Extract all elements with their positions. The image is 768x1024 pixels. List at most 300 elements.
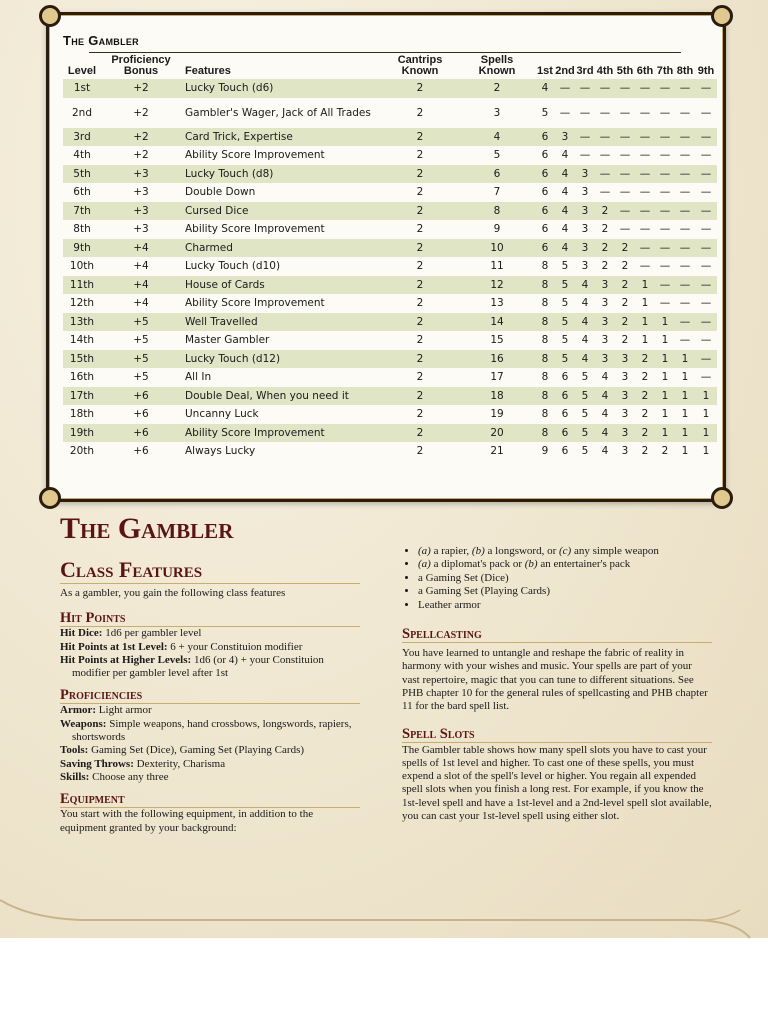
level-cell: 1st — [63, 79, 101, 98]
spell-slot-cell: 2 — [621, 297, 629, 310]
spell-slot-cell: — — [675, 128, 695, 147]
table-row — [63, 257, 717, 276]
spellcasting-heading: Spellcasting — [402, 626, 712, 643]
spell-slot-cell: — — [695, 165, 717, 184]
spell-slot-cell: — — [659, 260, 671, 273]
spell-slot-cell: 3 — [555, 128, 575, 147]
spell-slot-cell: — — [639, 186, 651, 199]
spell-slot-cell: — — [595, 79, 615, 98]
spell-slot-cell: 6 — [541, 223, 549, 236]
spell-slot-cell: 5 — [541, 106, 549, 119]
spell-slot-cell: 3 — [621, 408, 629, 421]
header-slot-6th: 6th — [636, 65, 654, 77]
spell-slot-cell: — — [675, 276, 695, 295]
spell-slot-cell: — — [695, 239, 717, 258]
feature-cell: All In — [185, 371, 212, 384]
spell-slot-cell: 3 — [575, 202, 595, 221]
spell-slot-cell: 5 — [581, 371, 589, 384]
header-proficiency: Proficiency Bonus — [111, 54, 171, 77]
spell-slot-cell: 8 — [541, 260, 549, 273]
level-cell: 17th — [63, 387, 101, 406]
header-cantrips: Cantrips Known — [397, 54, 443, 77]
spell-slot-cell: — — [619, 186, 631, 199]
spell-slot-cell: 3 — [595, 313, 615, 332]
weapons-line: Weapons: Simple weapons, hand crossbows, longswords, rapiers, shortswords — [60, 717, 352, 744]
table-row — [63, 331, 717, 350]
spell-slot-cell: 4 — [575, 350, 595, 369]
table-row — [63, 424, 717, 443]
spell-slot-cell: 8 — [535, 276, 555, 295]
spell-slot-cell: 8 — [541, 408, 549, 421]
spell-slots-text: The Gambler table shows how many spell slots you have to cast your spells of 1st level and higher. To cast one of these spells, you must expend a slot of the spell's level or higher. You regain all expended spell slots when you finish a long rest. For example, if you know the 1st-level spell and have a 1st-level and a 2nd-level spell slot available, you can cast your 1st-level spell using either slot. — [402, 743, 712, 822]
spell-slot-cell: — — [675, 202, 695, 221]
spell-slot-cell: 6 — [555, 424, 575, 443]
spell-slot-cell: 5 — [581, 445, 589, 458]
table-row — [63, 79, 717, 98]
spell-slot-cell: — — [679, 223, 691, 236]
spells-known-cell: 19 — [490, 408, 504, 421]
level-cell: 9th — [63, 239, 101, 258]
spell-slot-cell: 4 — [581, 334, 589, 347]
proficiency-cell: +6 — [133, 408, 149, 421]
spell-slot-cell: 6 — [555, 387, 575, 406]
spell-slot-cell: — — [599, 106, 611, 119]
spell-slot-cell: 3 — [595, 350, 615, 369]
feature-cell: House of Cards — [181, 276, 381, 295]
header-slot-1st: 1st — [537, 65, 553, 77]
cantrips-cell: 2 — [416, 149, 424, 162]
spell-slot-cell: 6 — [535, 165, 555, 184]
spell-slot-cell: 1 — [641, 334, 649, 347]
proficiency-cell: +2 — [101, 128, 181, 147]
spells-known-cell: 10 — [459, 239, 535, 258]
spell-slot-cell: 6 — [561, 408, 569, 421]
spell-slot-cell: 3 — [615, 424, 635, 443]
spells-known-cell: 6 — [459, 165, 535, 184]
proficiency-cell: +2 — [133, 149, 149, 162]
spell-slot-cell: — — [679, 260, 691, 273]
spell-slot-cell: — — [655, 202, 675, 221]
spells-known-cell: 8 — [459, 202, 535, 221]
spells-known-cell: 20 — [459, 424, 535, 443]
spell-slot-cell: 1 — [635, 276, 655, 295]
level-cell: 18th — [69, 408, 95, 421]
frame-corner-ornament — [711, 5, 733, 27]
feature-cell: Gambler's Wager, Jack of All Trades — [185, 106, 371, 119]
spell-slot-cell: — — [655, 128, 675, 147]
cantrips-cell: 2 — [381, 313, 459, 332]
spells-known-cell: 7 — [493, 186, 501, 199]
proficiency-cell: +2 — [101, 79, 181, 98]
spell-slot-cell: 2 — [595, 239, 615, 258]
spell-slot-cell: 4 — [561, 186, 569, 199]
spells-known-cell: 16 — [459, 350, 535, 369]
frame-corner-ornament — [39, 5, 61, 27]
feature-cell: Ability Score Improvement — [185, 223, 325, 236]
spell-slot-cell: — — [695, 202, 717, 221]
level-cell: 6th — [73, 186, 91, 199]
spell-slot-cell: 8 — [535, 424, 555, 443]
spell-slot-cell: 6 — [541, 149, 549, 162]
spell-slot-cell: 4 — [601, 445, 609, 458]
spell-slot-cell: 3 — [615, 350, 635, 369]
spell-slot-cell: 3 — [575, 165, 595, 184]
table-row — [63, 350, 717, 369]
hit-points-heading: Hit Points — [60, 610, 360, 627]
cantrips-cell: 2 — [416, 260, 424, 273]
level-cell: 3rd — [63, 128, 101, 147]
feature-cell: Charmed — [181, 239, 381, 258]
spell-slot-cell: — — [639, 149, 651, 162]
spells-known-cell: 21 — [490, 445, 504, 458]
proficiency-cell: +3 — [133, 223, 149, 236]
spells-known-cell: 9 — [493, 223, 501, 236]
feature-cell: Lucky Touch (d6) — [181, 79, 381, 98]
spell-slot-cell: — — [635, 239, 655, 258]
spell-slot-cell: — — [599, 186, 611, 199]
spell-slot-cell: 4 — [601, 408, 609, 421]
armor-line: Armor: Light armor — [60, 704, 152, 717]
table-row — [63, 183, 717, 202]
table-row — [63, 146, 717, 165]
table-row — [63, 405, 717, 424]
spell-slot-cell: 5 — [575, 387, 595, 406]
feature-cell: Card Trick, Expertise — [181, 128, 381, 147]
cantrips-cell: 2 — [381, 239, 459, 258]
spell-slot-cell: — — [575, 79, 595, 98]
gambler-progression-table — [63, 55, 717, 461]
right-column — [402, 545, 712, 823]
spell-slot-cell: 1 — [655, 387, 675, 406]
spell-slot-cell: 3 — [595, 276, 615, 295]
list-item: • Leather armor — [418, 599, 712, 612]
spell-slot-cell: — — [615, 202, 635, 221]
spell-slot-cell: 2 — [615, 239, 635, 258]
left-column — [60, 512, 360, 835]
spell-slot-cell: 4 — [555, 239, 575, 258]
page-border-flourish — [0, 880, 768, 940]
level-cell: 8th — [73, 223, 91, 236]
feature-cell: Lucky Touch (d10) — [185, 260, 281, 273]
spells-known-cell: 14 — [459, 313, 535, 332]
spell-slot-cell: 3 — [621, 445, 629, 458]
page-title: The Gambler — [60, 512, 234, 545]
title-divider — [89, 52, 681, 53]
feature-cell: Well Travelled — [181, 313, 381, 332]
spell-slot-cell: 4 — [555, 165, 575, 184]
spell-slot-cell: 1 — [702, 408, 710, 421]
list-item: • (a) a diplomat's pack or (b) an entertainer's pack — [418, 558, 712, 571]
cantrips-cell: 2 — [381, 79, 459, 98]
spell-slot-cell: — — [639, 106, 651, 119]
spell-slot-cell: 2 — [601, 223, 609, 236]
list-item: • a Gaming Set (Playing Cards) — [418, 585, 712, 598]
spell-slot-cell: 2 — [641, 445, 649, 458]
spell-slot-cell: 9 — [541, 445, 549, 458]
spell-slot-cell: 5 — [561, 334, 569, 347]
spell-slot-cell: — — [655, 79, 675, 98]
spell-slot-cell: 3 — [581, 260, 589, 273]
list-item: • (a) a rapier, (b) a longsword, or (c) any simple weapon — [418, 545, 712, 558]
spell-slot-cell: 1 — [675, 350, 695, 369]
level-cell: 7th — [63, 202, 101, 221]
header-slot-5th: 5th — [616, 65, 634, 77]
spell-slots-heading: Spell Slots — [402, 726, 712, 743]
spell-slot-cell: 2 — [621, 334, 629, 347]
spell-slot-cell: — — [679, 297, 691, 310]
cantrips-cell: 2 — [416, 334, 424, 347]
feature-cell: Master Gambler — [185, 334, 270, 347]
header-slot-3rd: 3rd — [576, 65, 594, 77]
spell-slot-cell: 2 — [635, 350, 655, 369]
table-row — [63, 220, 717, 239]
spell-slot-cell: — — [555, 79, 575, 98]
spell-slot-cell: 2 — [641, 371, 649, 384]
feature-cell: Uncanny Luck — [185, 408, 259, 421]
spell-slot-cell: 1 — [661, 334, 669, 347]
spell-slot-cell: — — [695, 128, 717, 147]
spell-slot-cell: 1 — [695, 387, 717, 406]
spell-slot-cell: 2 — [661, 445, 669, 458]
spell-slot-cell: 2 — [615, 276, 635, 295]
spells-known-cell: 11 — [490, 260, 504, 273]
level-cell: 16th — [69, 371, 95, 384]
spells-known-cell: 3 — [493, 106, 501, 119]
level-cell: 12th — [69, 297, 95, 310]
spell-slot-cell: 4 — [575, 276, 595, 295]
saving-throws-line: Saving Throws: Dexterity, Charisma — [60, 757, 226, 770]
table-row — [63, 128, 717, 147]
level-cell: 2nd — [71, 106, 92, 119]
header-level: Level — [67, 65, 97, 77]
table-row — [63, 165, 717, 184]
class-features-heading: Class Features — [60, 558, 360, 584]
spell-slot-cell: — — [695, 79, 717, 98]
spell-slot-cell: — — [679, 106, 691, 119]
spell-slot-cell: — — [635, 79, 655, 98]
spell-slot-cell: 1 — [695, 424, 717, 443]
spell-slot-cell: 8 — [541, 334, 549, 347]
spell-slot-cell: 6 — [535, 128, 555, 147]
spell-slot-cell: — — [700, 297, 712, 310]
spell-slot-cell: 6 — [561, 371, 569, 384]
table-row — [63, 239, 717, 258]
header-slot-4th: 4th — [596, 65, 614, 77]
proficiency-cell: +5 — [101, 350, 181, 369]
proficiency-cell: +6 — [101, 424, 181, 443]
spell-slot-cell: 2 — [641, 408, 649, 421]
table-row — [63, 276, 717, 295]
spell-slot-cell: 5 — [555, 276, 575, 295]
spell-slot-cell: — — [559, 106, 571, 119]
header-slot-9th: 9th — [697, 65, 715, 77]
spell-slot-cell: — — [700, 106, 712, 119]
spell-slot-cell: — — [635, 165, 655, 184]
spells-known-cell: 17 — [490, 371, 504, 384]
spell-slot-cell: — — [619, 106, 631, 119]
level-cell: 5th — [63, 165, 101, 184]
spell-slot-cell: 4 — [561, 149, 569, 162]
level-cell: 20th — [69, 445, 95, 458]
feature-cell: Always Lucky — [185, 445, 256, 458]
spell-slot-cell: 3 — [581, 223, 589, 236]
spell-slot-cell: — — [675, 165, 695, 184]
spell-slot-cell: — — [695, 313, 717, 332]
feature-cell: Ability Score Improvement — [185, 297, 325, 310]
spell-slot-cell: 1 — [661, 408, 669, 421]
spell-slot-cell: 2 — [635, 424, 655, 443]
cantrips-cell: 2 — [381, 424, 459, 443]
header-slot-7th: 7th — [656, 65, 674, 77]
level-cell: 15th — [63, 350, 101, 369]
spell-slot-cell: 5 — [555, 350, 575, 369]
spell-slot-cell: — — [599, 149, 611, 162]
spell-slot-cell: — — [619, 223, 631, 236]
cantrips-cell: 2 — [381, 165, 459, 184]
feature-cell: Lucky Touch (d12) — [181, 350, 381, 369]
spell-slot-cell: 1 — [641, 297, 649, 310]
spell-slot-cell: 5 — [555, 313, 575, 332]
spell-slot-cell: 3 — [601, 334, 609, 347]
level-cell: 10th — [69, 260, 95, 273]
spell-slot-cell: 4 — [561, 223, 569, 236]
gambler-table-frame — [46, 12, 726, 502]
spell-slot-cell: — — [679, 186, 691, 199]
hp-higher-levels-line: Hit Points at Higher Levels: 1d6 (or 4) + your Constituion modifier per gambler level after 1st — [60, 653, 324, 680]
spell-slot-cell: 8 — [541, 297, 549, 310]
proficiency-cell: +4 — [101, 276, 181, 295]
cantrips-cell: 2 — [416, 371, 424, 384]
cantrips-cell: 2 — [416, 297, 424, 310]
feature-cell: Ability Score Improvement — [185, 149, 325, 162]
spell-slot-cell: 4 — [595, 387, 615, 406]
equipment-list — [402, 545, 712, 612]
level-cell: 4th — [73, 149, 91, 162]
feature-cell: Cursed Dice — [181, 202, 381, 221]
list-item: • a Gaming Set (Dice) — [418, 572, 712, 585]
spell-slot-cell: — — [635, 202, 655, 221]
header-spells: Spells Known — [478, 54, 516, 77]
spell-slot-cell: — — [575, 128, 595, 147]
header-slot-8th: 8th — [676, 65, 694, 77]
header-features: Features — [185, 65, 231, 77]
table-row — [63, 202, 717, 221]
spell-slot-cell: — — [659, 149, 671, 162]
spellcasting-text: You have learned to untangle and reshape the fabric of reality in harmony with your wishes and music. Your spells are part of your vast repertoire, magic that you can tune to different situations. See PHB chapter 10 for the general rules of spellcasting and PHB chapter 11 for the bard spell list. — [402, 647, 708, 713]
spell-slot-cell: 4 — [581, 297, 589, 310]
spell-slot-cell: — — [579, 149, 591, 162]
spell-slot-cell: 2 — [601, 260, 609, 273]
spell-slot-cell: — — [655, 276, 675, 295]
spell-slot-cell: 1 — [655, 350, 675, 369]
spell-slot-cell: 5 — [561, 297, 569, 310]
skills-line: Skills: Choose any three — [60, 770, 169, 783]
hp-first-level-line: Hit Points at 1st Level: 6 + your Constituion modifier — [60, 640, 303, 653]
spell-slot-cell: — — [615, 128, 635, 147]
spell-slot-cell: 5 — [575, 424, 595, 443]
spell-slot-cell: 1 — [681, 445, 689, 458]
proficiency-cell: +6 — [133, 445, 149, 458]
spell-slot-cell: — — [659, 186, 671, 199]
feature-cell: Lucky Touch (d8) — [181, 165, 381, 184]
spell-slot-cell: 8 — [535, 387, 555, 406]
spell-slot-cell: 6 — [535, 239, 555, 258]
proficiencies-heading: Proficiencies — [60, 687, 360, 704]
spell-slot-cell: — — [695, 350, 717, 369]
spell-slot-cell: — — [595, 165, 615, 184]
table-row — [63, 313, 717, 332]
level-cell: 11th — [63, 276, 101, 295]
spell-slot-cell: 3 — [601, 297, 609, 310]
spell-slot-cell: — — [675, 313, 695, 332]
equipment-heading: Equipment — [60, 791, 360, 808]
class-features-intro: As a gambler, you gain the following class features — [60, 587, 286, 599]
spells-known-cell: 13 — [490, 297, 504, 310]
cantrips-cell: 2 — [381, 276, 459, 295]
spell-slot-cell: 2 — [635, 387, 655, 406]
proficiency-cell: +3 — [101, 202, 181, 221]
spell-slot-cell: 2 — [595, 202, 615, 221]
spells-known-cell: 5 — [493, 149, 501, 162]
tools-line: Tools: Gaming Set (Dice), Gaming Set (Playing Cards) — [60, 744, 305, 757]
table-row — [63, 387, 717, 406]
spell-slot-cell: — — [655, 165, 675, 184]
table-header-row — [63, 55, 717, 79]
level-cell: 19th — [63, 424, 101, 443]
spell-slot-cell: — — [700, 371, 712, 384]
proficiency-cell: +5 — [133, 371, 149, 384]
spell-slot-cell: 4 — [595, 424, 615, 443]
cantrips-cell: 2 — [381, 202, 459, 221]
cantrips-cell: 2 — [416, 408, 424, 421]
proficiency-cell: +4 — [101, 239, 181, 258]
table-body — [63, 79, 717, 461]
spell-slot-cell: 8 — [535, 350, 555, 369]
cantrips-cell: 2 — [416, 186, 424, 199]
spell-slot-cell: 6 — [561, 445, 569, 458]
spell-slot-cell: 1 — [702, 445, 710, 458]
spell-slot-cell: — — [679, 149, 691, 162]
spell-slot-cell: 2 — [615, 313, 635, 332]
spell-slot-cell: — — [679, 334, 691, 347]
spell-slot-cell: 3 — [581, 186, 589, 199]
spell-slot-cell: 1 — [655, 313, 675, 332]
spell-slot-cell: — — [659, 297, 671, 310]
spell-slot-cell: 1 — [661, 371, 669, 384]
spell-slot-cell: 3 — [575, 239, 595, 258]
cantrips-cell: 2 — [416, 445, 424, 458]
spell-slot-cell: — — [595, 128, 615, 147]
spell-slot-cell: — — [615, 79, 635, 98]
cantrips-cell: 2 — [416, 106, 424, 119]
cantrips-cell: 2 — [381, 350, 459, 369]
spell-slot-cell: — — [700, 260, 712, 273]
spell-slot-cell: — — [639, 223, 651, 236]
spell-slot-cell: 1 — [675, 424, 695, 443]
spell-slot-cell: 4 — [575, 313, 595, 332]
feature-cell: Double Deal, When you need it — [181, 387, 381, 406]
table-row — [63, 442, 717, 461]
spell-slot-cell: — — [700, 334, 712, 347]
spell-slot-cell: 1 — [675, 387, 695, 406]
proficiency-cell: +2 — [133, 106, 149, 119]
level-cell: 14th — [69, 334, 95, 347]
spell-slot-cell: — — [619, 149, 631, 162]
proficiency-cell: +3 — [133, 186, 149, 199]
proficiency-cell: +4 — [133, 260, 149, 273]
spell-slot-cell: — — [655, 239, 675, 258]
spell-slot-cell: 1 — [681, 371, 689, 384]
